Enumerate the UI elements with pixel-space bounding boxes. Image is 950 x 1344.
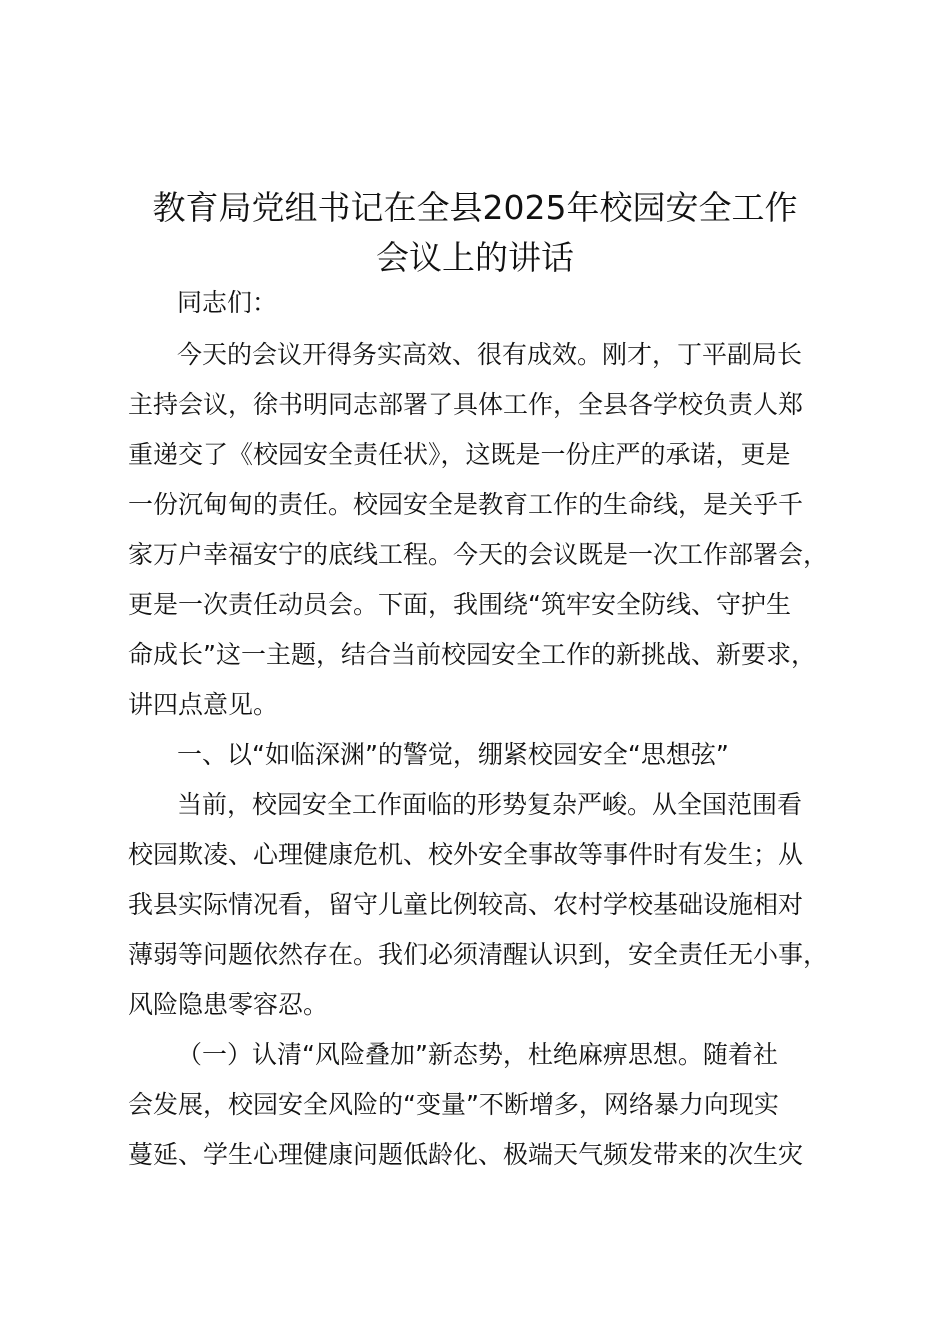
section-heading: 一、以“如临深渊”的警觉，绷紧校园安全“思想弦” — [177, 740, 729, 769]
document-title-line-2: 会议上的讲话 — [376, 238, 574, 277]
body-line: 会发展，校园安全风险的“变量”不断增多，网络暴力向现实 — [128, 1090, 779, 1119]
body-line: 一份沉甸甸的责任。校园安全是教育工作的生命线，是关乎千 — [128, 490, 804, 519]
subsection-line: （一）认清“风险叠加”新态势，杜绝麻痹思想。随着社 — [177, 1040, 778, 1069]
body-line: 风险隐患零容忍。 — [128, 990, 329, 1019]
body-line: 主持会议，徐书明同志部署了具体工作，全县各学校负责人郑 — [128, 390, 804, 419]
body-line: 当前，校园安全工作面临的形势复杂严峻。从全国范围看 — [177, 790, 803, 819]
salutation: 同志们： — [177, 288, 278, 317]
body-line: 薄弱等问题依然存在。我们必须清醒认识到，安全责任无小事， — [128, 940, 829, 969]
body-line: 家万户幸福安宁的底线工程。今天的会议既是一次工作部署会， — [128, 540, 829, 569]
body-line: 蔓延、学生心理健康问题低龄化、极端天气频发带来的次生灾 — [128, 1140, 804, 1169]
body-line: 我县实际情况看，留守儿童比例较高、农村学校基础设施相对 — [128, 890, 804, 919]
body-line: 更是一次责任动员会。下面，我围绕“筑牢安全防线、守护生 — [128, 590, 791, 619]
body-line: 重递交了《校园安全责任状》，这既是一份庄严的承诺，更是 — [128, 440, 791, 469]
body-line: 今天的会议开得务实高效、很有成效。刚才，丁平副局长 — [177, 340, 803, 369]
document-title-line-1: 教育局党组书记在全县2025年校园安全工作 — [152, 188, 798, 227]
body-line: 命成长”这一主题，结合当前校园安全工作的新挑战、新要求， — [128, 640, 816, 669]
body-line: 讲四点意见。 — [128, 690, 279, 719]
body-line: 校园欺凌、心理健康危机、校外安全事故等事件时有发生；从 — [128, 840, 804, 869]
